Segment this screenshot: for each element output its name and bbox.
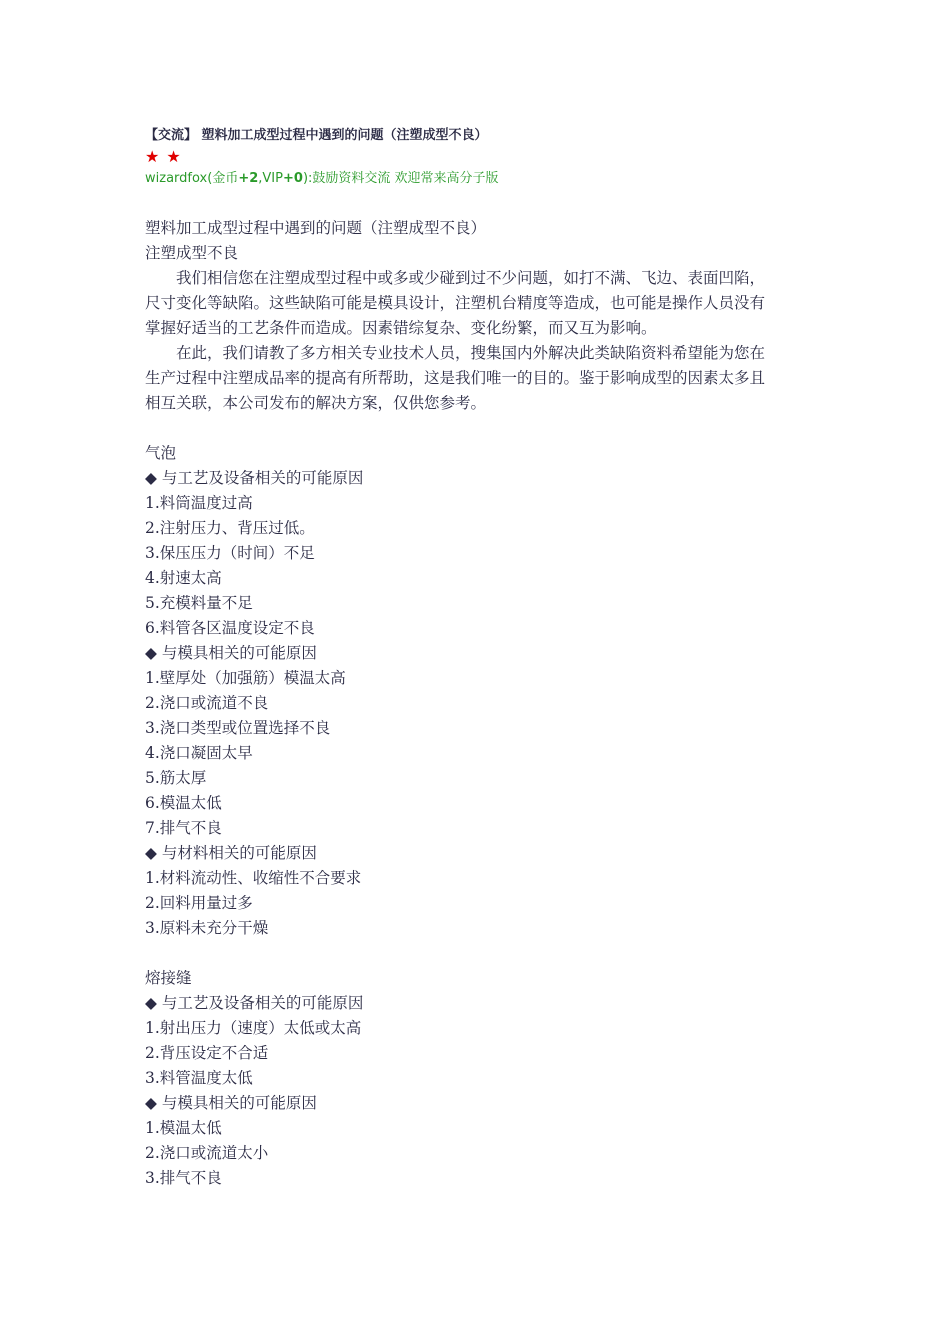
article-subheading: 注塑成型不良 [145,244,239,262]
section-title: 气泡 [145,444,177,462]
reward-open-paren: ( [207,171,213,186]
defect-section-weld-lines [145,966,765,1191]
list-item: 4.射速太高 [145,569,222,587]
reward-username[interactable]: wizardfox [145,171,208,186]
cause-group-process [145,991,765,1091]
post-title: 【交流】 塑料加工成型过程中遇到的问题（注塑成型不良） [145,128,488,143]
list-item: 7.排气不良 [145,819,222,837]
list-item: 3.排气不良 [145,1169,222,1187]
reward-message: 鼓励资料交流 欢迎常来高分子版 [312,171,499,186]
group-header: ◆ 与工艺及设备相关的可能原因 [145,469,364,487]
list-item: 1.射出压力（速度）太低或太高 [145,1019,362,1037]
cause-group-process [145,466,765,641]
list-item: 4.浇口凝固太早 [145,744,253,762]
reward-close-paren: ): [302,171,313,186]
reward-note [145,168,765,190]
article-body [145,216,765,1191]
list-item: 1.模温太低 [145,1119,222,1137]
group-header: ◆ 与工艺及设备相关的可能原因 [145,994,364,1012]
list-item: 3.料管温度太低 [145,1069,253,1087]
section-title: 熔接缝 [145,969,192,987]
list-item: 3.保压压力（时间）不足 [145,544,315,562]
list-item: 6.料管各区温度设定不良 [145,619,315,637]
list-item: 2.注射压力、背压过低。 [145,519,315,537]
cause-group-mold [145,641,765,841]
list-item: 3.原料未充分干燥 [145,919,269,937]
list-item: 1.料筒温度过高 [145,494,253,512]
list-item: 3.浇口类型或位置选择不良 [145,719,331,737]
list-item: 6.模温太低 [145,794,222,812]
reward-coin-value: +2 [238,171,259,186]
list-item: 5.充模料量不足 [145,594,253,612]
group-header: ◆ 与模具相关的可能原因 [145,644,317,662]
rating-stars: ★ ★ [145,147,182,166]
cause-group-mold [145,1091,765,1191]
list-item: 2.背压设定不合适 [145,1044,269,1062]
reward-vip-label: ,VIP [258,171,283,186]
intro-paragraph: 我们相信您在注塑成型过程中或多或少碰到过不少问题，如打不满、飞边、表面凹陷，尺寸变化等缺陷。这些缺陷可能是模具设计，注塑机台精度等造成，也可能是操作人员没有掌握好适当的工艺条件而造成。因素错综复杂、变化纷繁，而又互为影响。 [145,269,766,337]
list-item: 2.回料用量过多 [145,894,253,912]
group-header: ◆ 与材料相关的可能原因 [145,844,317,862]
list-item: 1.壁厚处（加强筋）模温太高 [145,669,346,687]
defect-section-bubbles [145,441,765,941]
intro-paragraph: 在此，我们请教了多方相关专业技术人员，搜集国内外解决此类缺陷资料希望能为您在生产过程中注塑成品率的提高有所帮助，这是我们唯一的目的。鉴于影响成型的因素太多且相互关联，本公司发布的解决方案，仅供您参考。 [145,344,766,412]
cause-group-material [145,841,765,941]
list-item: 5.筋太厚 [145,769,207,787]
document-page [145,126,765,1191]
list-item: 1.材料流动性、收缩性不合要求 [145,869,362,887]
article-heading: 塑料加工成型过程中遇到的问题（注塑成型不良） [145,219,487,237]
group-header: ◆ 与模具相关的可能原因 [145,1094,317,1112]
reward-vip-value: +0 [282,171,303,186]
reward-coin-label: 金币 [212,171,239,186]
list-item: 2.浇口或流道不良 [145,694,269,712]
list-item: 2.浇口或流道太小 [145,1144,269,1162]
